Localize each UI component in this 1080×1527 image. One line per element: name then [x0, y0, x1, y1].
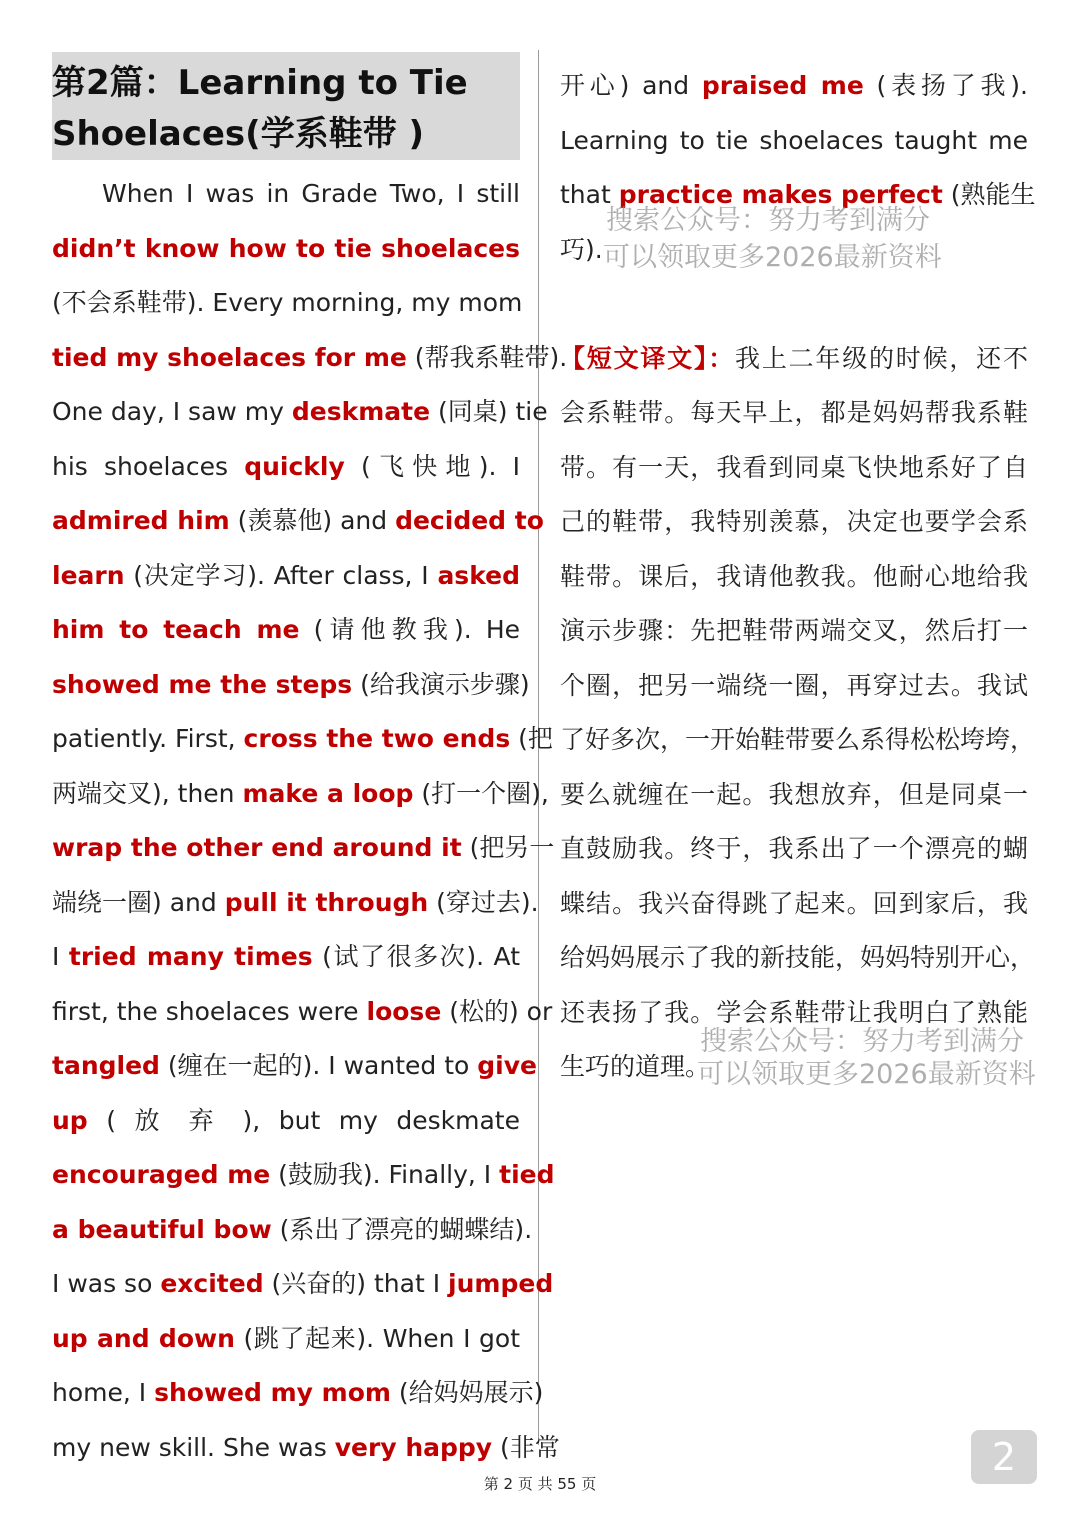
text-line — [52, 658, 530, 713]
highlighted-phrase: tangled — [52, 1051, 160, 1080]
highlighted-phrase: showed my mom — [154, 1378, 391, 1407]
text-line — [560, 604, 1028, 659]
text-line — [52, 767, 549, 822]
highlighted-phrase: make a loop — [242, 778, 414, 808]
plain-text: When I was in Grade Two, I still — [102, 179, 520, 208]
plain-text: (试了很多次). At — [312, 942, 521, 971]
plain-text: 演示步骤：先把鞋带两端交叉，然后打一 — [560, 616, 1028, 645]
highlighted-phrase: practice makes perfect — [618, 180, 943, 209]
plain-text: patiently. First, — [52, 724, 244, 753]
plain-text: 生巧的道理。 — [560, 1052, 711, 1081]
plain-text: 个圈，把另一端绕一圈，再穿过去。我试 — [560, 670, 1028, 700]
text-line — [560, 495, 1028, 550]
plain-text: (熟能生 — [942, 180, 1036, 209]
text-line — [52, 1257, 554, 1312]
plain-text: (鼓励我). Finally, I — [270, 1160, 500, 1189]
highlighted-phrase: praised me — [701, 71, 864, 100]
text-line — [52, 930, 520, 985]
plain-text: 鞋带。课后，我请他教我。他耐心地给我 — [560, 561, 1028, 591]
plain-text: 会系鞋带。每天早上，都是妈妈帮我系鞋 — [560, 398, 1028, 427]
plain-text: (系出了漂亮的蝴蝶结). — [271, 1214, 533, 1244]
text-line — [560, 768, 1028, 823]
plain-text: (穿过去). — [428, 887, 539, 917]
highlighted-phrase: a beautiful bow — [52, 1214, 272, 1244]
text-line — [560, 877, 1028, 932]
highlighted-phrase: admired him — [52, 506, 230, 535]
plain-text: One day, I saw my — [52, 397, 292, 426]
plain-text: 给妈妈展示了我的新技能，妈妈特别开心， — [560, 943, 1036, 972]
plain-text: (跳了起来). When I got — [234, 1323, 520, 1353]
highlighted-phrase: cross the two ends — [243, 724, 511, 753]
plain-text: (给妈妈展示) — [390, 1378, 544, 1407]
highlighted-phrase: jumped — [448, 1269, 554, 1298]
plain-text: (表扬了我). — [863, 71, 1028, 100]
highlighted-phrase: decided to — [395, 506, 544, 535]
english-passage-column — [52, 167, 568, 1475]
plain-text: (帮我系鞋带). — [406, 342, 568, 372]
text-line — [52, 876, 539, 931]
text-line — [52, 276, 523, 331]
text-line — [52, 1203, 533, 1258]
plain-text: my new skill. She was — [52, 1432, 335, 1462]
text-line — [52, 821, 555, 876]
plain-text: 我上二年级的时候，还不 — [735, 343, 1028, 373]
text-line — [52, 549, 520, 604]
text-line — [52, 712, 553, 767]
highlighted-phrase: tied — [499, 1160, 555, 1189]
plain-text: 蝶结。我兴奋得跳了起来。回到家后，我 — [560, 888, 1028, 918]
plain-text: that — [560, 180, 619, 209]
page-number-badge: 2 — [971, 1430, 1037, 1484]
plain-text: (给我演示步骤) — [352, 669, 530, 699]
text-line — [560, 59, 1028, 114]
highlighted-phrase: showed me the steps — [52, 669, 353, 699]
highlighted-phrase: excited — [160, 1269, 264, 1298]
plain-text: 带。有一天，我看到同桌飞快地系好了自 — [560, 452, 1028, 482]
article-title — [52, 52, 520, 160]
highlighted-phrase: learn — [52, 560, 125, 590]
plain-text: first, the shoelaces were — [52, 996, 367, 1026]
highlighted-phrase: up and down — [52, 1323, 235, 1353]
text-line — [560, 332, 1028, 387]
highlighted-phrase: him to teach me — [52, 615, 300, 644]
text-line — [52, 1094, 520, 1149]
plain-text: 还表扬了我。学会系鞋带让我明白了熟能 — [560, 997, 1028, 1027]
text-line — [560, 822, 1028, 877]
plain-text: I was so — [52, 1269, 161, 1298]
highlighted-phrase: encouraged me — [52, 1160, 271, 1189]
text-line — [52, 222, 520, 277]
plain-text: his shoelaces — [52, 451, 245, 481]
highlighted-phrase: up — [52, 1105, 88, 1135]
text-line — [560, 713, 1036, 768]
plain-text: 端绕一圈) and — [52, 887, 225, 917]
plain-text: (非常 — [492, 1432, 560, 1462]
plain-text: home, I — [52, 1378, 155, 1407]
watermark-line: 搜索公众号：努力考到满分 — [606, 205, 930, 236]
page-footer: 第 2 页 共 55 页 — [483, 1475, 597, 1493]
plain-text: (松的) or — [441, 996, 553, 1026]
plain-text: (同桌) tie — [430, 397, 548, 426]
title-line-2: Shoelaces(学系鞋带 ) — [52, 114, 425, 154]
highlighted-phrase: loose — [366, 996, 442, 1026]
plain-text: 开心) and — [560, 71, 702, 100]
text-line — [52, 494, 544, 549]
text-line — [560, 441, 1028, 496]
blank-line — [560, 277, 1028, 332]
text-line — [560, 114, 1028, 169]
highlighted-phrase: tied my shoelaces for me — [52, 342, 407, 372]
plain-text: (把另一 — [461, 833, 555, 862]
plain-text: (请他教我). He — [299, 615, 520, 644]
plain-text: 巧). — [560, 234, 603, 264]
plain-text: (羡慕他) and — [229, 506, 396, 535]
plain-text: (决定学习). After class, I — [124, 560, 438, 590]
highlighted-phrase: pull it through — [224, 887, 429, 917]
highlighted-phrase: didn’t know how to tie shoelaces — [52, 233, 520, 263]
plain-text: 要么就缠在一起。我想放弃，但是同桌一 — [560, 779, 1028, 809]
highlighted-phrase: asked — [437, 560, 520, 590]
watermark-line: 可以领取更多2026最新资料 — [697, 1059, 1036, 1090]
text-line — [560, 386, 1028, 441]
highlighted-phrase: very happy — [334, 1432, 493, 1462]
text-line — [52, 331, 568, 386]
plain-text: (缠在一起的). I wanted to — [159, 1051, 478, 1080]
text-line — [52, 603, 520, 658]
text-line — [52, 1312, 520, 1367]
plain-text: 了好多次，一开始鞋带要么系得松松垮垮， — [560, 725, 1036, 754]
text-line — [560, 931, 1036, 986]
plain-text: I — [52, 942, 69, 971]
highlighted-phrase: quickly — [244, 451, 345, 481]
text-line — [560, 659, 1028, 714]
text-line — [52, 1366, 544, 1421]
text-line — [52, 1039, 537, 1094]
plain-text: (把 — [510, 724, 553, 753]
highlighted-phrase: give — [477, 1051, 537, 1080]
text-line — [52, 1148, 555, 1203]
plain-text: (兴奋的) that I — [263, 1269, 449, 1298]
text-line — [52, 1421, 560, 1476]
highlighted-phrase: 【短文译文】： — [560, 343, 736, 373]
text-line — [52, 440, 520, 495]
plain-text: 直鼓励我。终于，我系出了一个漂亮的蝴 — [560, 834, 1028, 863]
text-line — [52, 985, 553, 1040]
plain-text: (飞快地). I — [344, 451, 520, 481]
watermark-line: 可以领取更多2026最新资料 — [603, 242, 942, 273]
text-line — [52, 167, 520, 222]
title-line-1: 第2篇：Learning to Tie — [52, 63, 468, 103]
highlighted-phrase: tried many times — [68, 942, 313, 971]
highlighted-phrase: deskmate — [291, 397, 431, 426]
plain-text: ( 放 弃 ), but my deskmate — [87, 1105, 520, 1135]
plain-text: 两端交叉), then — [52, 778, 243, 808]
plain-text: (不会系鞋带). Every morning, my mom — [52, 288, 523, 317]
text-line — [52, 385, 548, 440]
text-line — [560, 550, 1028, 605]
watermark-line: 搜索公众号：努力考到满分 — [700, 1026, 1024, 1057]
plain-text: Learning to tie shoelaces taught me — [560, 125, 1028, 155]
plain-text: 己的鞋带，我特别羡慕，决定也要学会系 — [560, 507, 1028, 536]
highlighted-phrase: wrap the other end around it — [52, 833, 462, 862]
plain-text: (打一个圈), — [413, 778, 549, 808]
